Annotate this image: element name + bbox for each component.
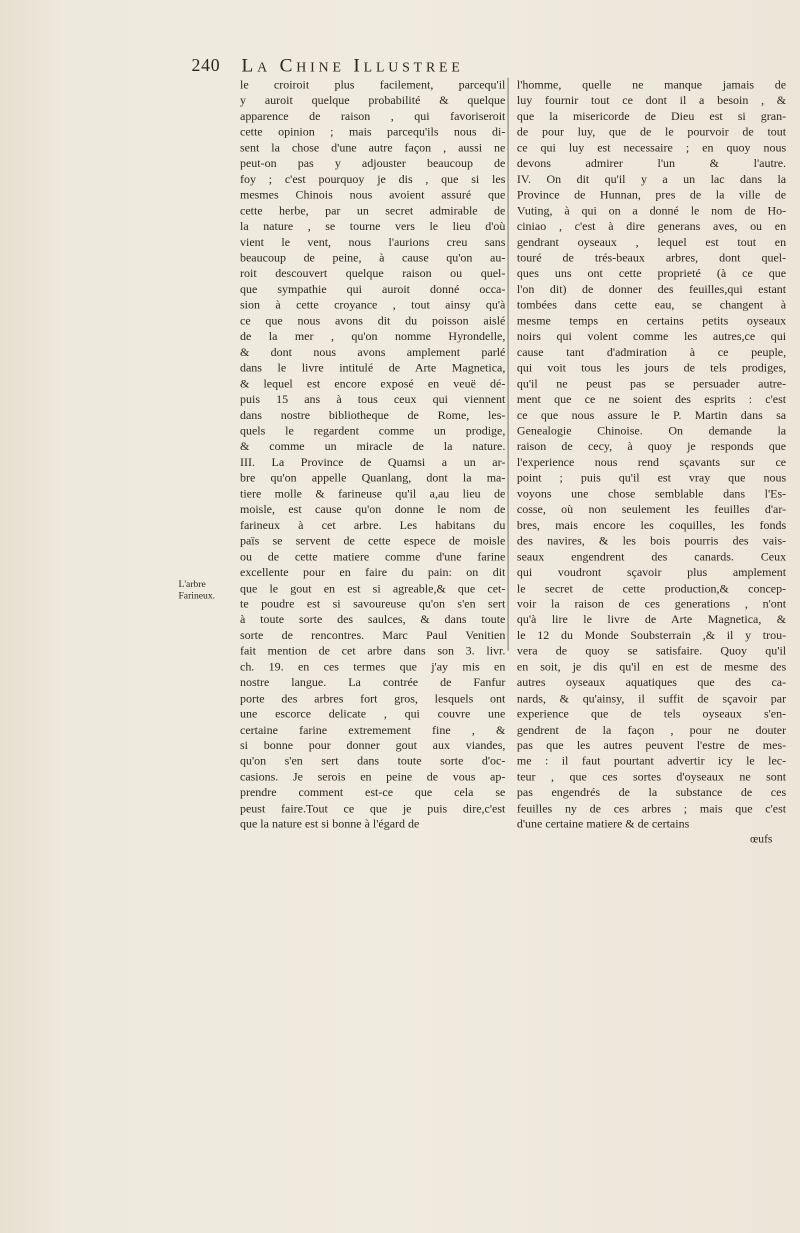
text-line: peust faire.Tout ce que je puis dire,c'est (239, 802, 506, 816)
text-line: farineux à cet arbre. Les habitans du (239, 518, 506, 533)
text-line: ce que nous assure le P. Martin dans sa (516, 408, 787, 422)
text-line: y auroit quelque probabilité & quelque (239, 94, 506, 108)
text-line: point ; puis qu'il est vray que nous (516, 471, 787, 485)
column-divider (508, 78, 509, 651)
margin-note (178, 578, 232, 601)
text-line: nards, & qu'ainsy, il suffit de sçavoir par (516, 692, 787, 706)
text-line: l'experience nous rend sçavants sur ce (516, 456, 787, 470)
text-line: roit descouvert quelque raison ou quel- (239, 267, 506, 281)
text-line: ce qui luy est necessaire ; en quoy nous (516, 141, 787, 155)
text-line: que la misericorde de Dieu est si gran- (516, 109, 787, 123)
text-line: sion à cette croyance , tout ainsy qu'à (239, 298, 506, 312)
text-line: casions. Je serois en peine de vous ap- (239, 770, 506, 784)
text-line: dans le livre intitulé de Arte Magnetica, (239, 361, 506, 375)
text-line: ce que nous avons dit du poisson aislé (239, 314, 506, 328)
text-line: cosse, où non seulement les feuilles d'ar- (516, 503, 787, 517)
text-line: ment que ce ne soient des esprits : c'est (516, 393, 787, 407)
text-line: vient le vent, nous l'aurions creu sans (239, 235, 506, 249)
text-line: qu'il ne peust pas se persuader autre- (516, 377, 787, 391)
text-line: ch. 19. en ces termes que j'ay mis en (239, 660, 506, 674)
text-line: certaine farine extremement fine , & (239, 723, 506, 737)
left-column (240, 78, 505, 833)
text-line: pas que les autres peuvent l'estre de mes- (516, 739, 787, 753)
text-line: nostre langue. La contrée de Fanfur (239, 676, 506, 690)
text-line: seaux engendrent des canards. Ceux (516, 550, 787, 564)
text-line: en soit, je dis qu'il en est de mesme des (516, 660, 787, 674)
text-line: cette opinion ; mais parcequ'ils nous di- (239, 125, 506, 139)
text-line: de pour luy, que de le pourvoir de tout (516, 125, 787, 139)
text-line: la nature , se tourne vers le lieu d'où (239, 220, 506, 234)
text-line: bres, mais encore les coquilles, les fonds (516, 518, 787, 533)
text-line: noirs qui volent comme les autres,ce qui (516, 330, 787, 344)
text-line: païs se servent de cette espece de moisle (239, 534, 506, 548)
text-line: bre qu'on appelle Quanlang, dont la ma- (239, 471, 506, 485)
text-line: Genealogie Chinoise. On demande la (516, 424, 787, 438)
text-line: IV. On dit qu'il y a un lac dans la (516, 172, 787, 186)
text-line: de la mer , qu'on nomme Hyrondelle, (239, 330, 506, 344)
text-line: pas engendrés de la substance de ces (516, 786, 787, 800)
page-header (0, 55, 615, 78)
text-line: l'homme, quelle ne manque jamais de (516, 78, 787, 92)
text-line: luy fournir tout ce dont il a besoin , & (516, 94, 787, 108)
margin-note-line: Farineux. (178, 589, 216, 601)
text-line: cause tant d'admiration à ce peuple, (516, 345, 787, 359)
text-line: moisle, est cause qu'on donne le nom de (239, 503, 506, 517)
text-line: vera de quoy se satisfaire. Quoy qu'il (516, 644, 787, 658)
text-line: l'on dit) de donner des feuilles,qui estant (516, 282, 787, 297)
text-line: porte des arbres fort gros, lesquels ont (239, 692, 506, 706)
text-line: excellente pour en faire du pain: on dit (239, 566, 506, 580)
text-line: ques uns ont cette proprieté (à ce que (516, 267, 787, 281)
margin-note-line: L'arbre (178, 578, 206, 590)
text-line: tiere molle & farineuse qu'il a,au lieu de (239, 487, 506, 501)
catchword: œufs (749, 833, 773, 846)
text-line: Vuting, à qui on a donné le nom de Ho- (516, 204, 787, 218)
text-line: Province de Hunnan, pres de la ville de (516, 188, 787, 202)
text-line: puis 15 ans à tous ceux qui viennent (239, 393, 506, 407)
text-line: teur , que ces sortes d'oyseaux ne sont (516, 770, 787, 784)
text-line: devons admirer l'un & l'autre. (516, 157, 787, 171)
text-line: touré de trés-beaux arbres, dont quel- (516, 251, 787, 265)
text-line: feuilles ny de ces arbres ; mais que c'est (516, 802, 787, 816)
text-line: que le gout en est si agreable,& que cet- (239, 581, 506, 595)
text-line: le 12 du Monde Soubsterrain ,& il y trou- (516, 629, 787, 643)
text-line: cette herbe, par un secret admirable de (239, 204, 506, 218)
running-title: La Chine Illustree (241, 55, 464, 77)
text-line: & lequel est encore exposé en veuë dé- (239, 377, 506, 391)
text-line: mesme temps en certains petits oyseaux (516, 314, 787, 328)
text-line: que sympathie qui auroit donné occa- (239, 282, 506, 297)
text-line: le croiroit plus facilement, parcequ'il (239, 78, 506, 92)
text-line: à toute sorte des saulces, & dans toute (239, 613, 506, 627)
text-line: gendrent de la façon , pour ne douter (516, 723, 787, 737)
text-line: sent la chose d'une autre façon , aussi ne (239, 141, 506, 155)
text-line: & comme un miracle de la nature. (239, 440, 506, 454)
text-line: & dont nous avons amplement parlé (239, 345, 506, 359)
text-line: tombées dans cette eau, se changent à (516, 298, 787, 312)
text-line: foy ; c'est pourquoy je dis , que si les (239, 172, 506, 186)
text-line: beaucoup de peine, à cause qu'on au- (239, 251, 506, 265)
text-line: si bonne pour donner gout aux viandes, (239, 739, 506, 753)
text-line: voyons une chose semblable dans l'Es- (516, 487, 787, 501)
text-line: qu'à lire le livre de Arte Magnetica, & (516, 613, 787, 627)
text-line: mesmes Chinois nous avoient assuré que (239, 188, 506, 202)
text-line: III. La Province de Quamsi a un ar- (239, 456, 506, 470)
text-line: raison de cecy, à quoy je responds que (516, 440, 787, 454)
page-number: 240 (191, 55, 221, 75)
text-line: ciniao , c'est à dire generans aves, ou en (516, 220, 787, 234)
text-line: des navires, & les bois pourris des vais- (516, 534, 787, 548)
text-line: voir la raison de ces generations , n'ont (516, 597, 787, 611)
text-line: que la nature est si bonne à l'égard de (239, 817, 420, 831)
text-line: gendrant oyseaux , lequel est tout en (516, 235, 787, 249)
text-line: quels le regardent comme un prodige, (239, 424, 506, 438)
text-line: qui voit tous les jours de tels prodiges, (516, 361, 787, 375)
text-line: le secret de cette production,& concep- (516, 581, 787, 595)
text-line: peut-on pas y adjouster beaucoup de (239, 157, 506, 171)
text-line: me : il faut pourtant advertir icy le lec- (516, 754, 787, 769)
text-line: d'une certaine matiere & de certains (516, 817, 690, 831)
text-line: apparence de raison , qui favoriseroit (239, 109, 506, 123)
right-column (517, 78, 786, 833)
text-line: fait mention de cet arbre dans son 3. livr. (239, 644, 506, 658)
text-line: te poudre est si savoureuse qu'on s'en sert (239, 597, 506, 611)
text-line: experience que de tels oyseaux s'en- (516, 707, 787, 721)
text-line: ou de cette matiere comme d'une farine (239, 550, 506, 564)
text-line: qui voudront sçavoir plus amplement (516, 566, 787, 580)
text-line: autres oyseaux aquatiques que des ca- (516, 676, 787, 690)
text-line: sorte de rencontres. Marc Paul Venitien (239, 629, 506, 643)
text-line: dans nostre bibliotheque de Rome, les- (239, 408, 506, 422)
text-line: une escorce delicate , qui couvre une (239, 707, 506, 721)
text-line: prendre comment est-ce que cela se (239, 786, 506, 800)
text-line: qu'on s'en sert dans toute sorte d'oc- (239, 754, 506, 769)
